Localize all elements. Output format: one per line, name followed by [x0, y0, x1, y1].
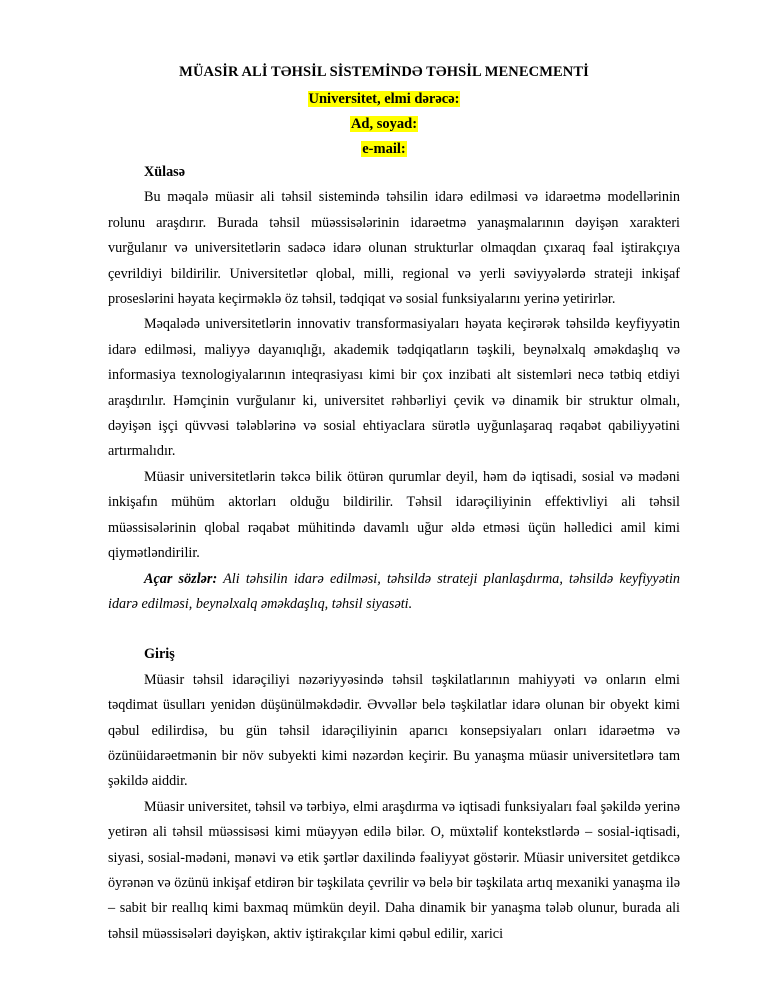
keywords-text: Ali təhsilin idarə edilməsi, təhsildə strateji planlaşdırma, təhsildə keyfiyyətin idarə edilməsi, beynəlxalq əməkdaşlıq, təhsil siyasəti.	[108, 570, 681, 612]
name-placeholder: Ad, soyad:	[350, 116, 418, 132]
paper-body	[108, 160, 680, 947]
section-spacer	[108, 617, 680, 642]
author-email-line	[0, 141, 768, 158]
abstract-heading: Xülasə	[144, 164, 185, 180]
abstract-paragraph: Məqalədə universitetlərin innovativ transformasiyaları həyata keçirərək təhsildə keyfiyyətin idarə edilməsi, maliyyə dayanıqlığı, akademik tədqiqatların təşkili, beynəlxalq əməkdaşlıq və informasiya texnologiyalarının inteqrasiyası kimi bir çox inzibati alt sistemləri necə tətbiq etdiyi araşdırılır. Həmçinin vurğulanır ki, universitet rəhbərliyi çevik və dinamik bir struktur olmalı, dəyişən işçi qüvvəsi tələblərinə və sosial ehtiyaclara sürətlə uyğunlaşaraq rəqabət qabiliyyətini artırmalıdır.	[108, 316, 680, 460]
author-name-line	[0, 116, 768, 133]
introduction-paragraph: Müasir universitet, təhsil və tərbiyə, elmi araşdırma və iqtisadi funksiyaları fəal şəkildə yerinə yetirən ali təhsil müəssisəsi kimi müəyyən edilə bilər. O, müxtəlif kontekstlərdə – sosial-iqtisadi, siyasi, sosial-mədəni, mənəvi və etik şərtlər daxilində fəaliyyət göstərir. Müasir universitet getdikcə öyrənən və özünü inkişaf etdirən bir təşkilata çevrilir və belə bir təşkilata artıq mexaniki yanaşma ilə – sabit bir reallıq kimi baxmaq mümkün deyil. Daha dinamik bir yanaşma tələb olunur, burada ali təhsil müəssisələri dəyişkən, aktiv iştirakçılar kimi qəbul edilir, xarici	[108, 798, 680, 942]
keywords-paragraph	[108, 567, 680, 618]
author-affiliation-line	[0, 91, 768, 108]
email-placeholder: e-mail:	[362, 141, 406, 157]
keywords-label: Açar sözlər:	[144, 570, 218, 587]
abstract-paragraph: Müasir universitetlərin təkcə bilik ötürən qurumlar deyil, həm də iqtisadi, sosial və mədəni inkişafın mühüm aktorları olduğu bildirilir. Təhsil idarəçiliyinin effektivliyi ali təhsil müəssisələrinin qlobal rəqabət mühitində davamlı uğur əldə etməsi üçün həlledici amil kimi qiymətləndirilir.	[108, 468, 680, 562]
introduction-heading: Giriş	[144, 646, 175, 663]
paper-title: MÜASİR ALİ TƏHSİL SİSTEMİNDƏ TƏHSİL MENECMENTİ	[179, 64, 589, 80]
abstract-paragraph: Bu məqalə müasir ali təhsil sistemində təhsilin idarə edilməsi və idarəetmə modellərinin rolunu araşdırır. Burada təhsil müəssisələrinin idarəetmə yanaşmalarının dəyişən xarakteri vurğulanır və universitetlərin sadəcə idarə olunan strukturlar olmaqdan çıxaraq fəal iştirakçıya çevrildiyi bildirilir. Universitetlər qlobal, milli, regional və yerli səviyyələrdə strateji inkişaf proseslərini həyata keçirməklə öz təhsil, tədqiqat və sosial funksiyalarını yerinə yetirirlər.	[108, 189, 680, 308]
introduction-paragraph: Müasir təhsil idarəçiliyi nəzəriyyəsində təhsil təşkilatlarının mahiyyəti və onların elmi təqdimat üsulları yenidən düşünülməkdədir. Əvvəllər belə təşkilatlar idarə olunan bir obyekt kimi qəbul edilirdisə, bu gün təhsil idarəçiliyinin aparıcı konsepsiyaları onları idarəetmə və özünüidarəetmənin bir növ subyekti kimi nəzərdən keçirir. Bu yanaşma müasir universitetlərə tam şəkildə aiddir.	[108, 671, 680, 790]
affiliation-placeholder: Universitet, elmi dərəcə:	[308, 91, 460, 107]
